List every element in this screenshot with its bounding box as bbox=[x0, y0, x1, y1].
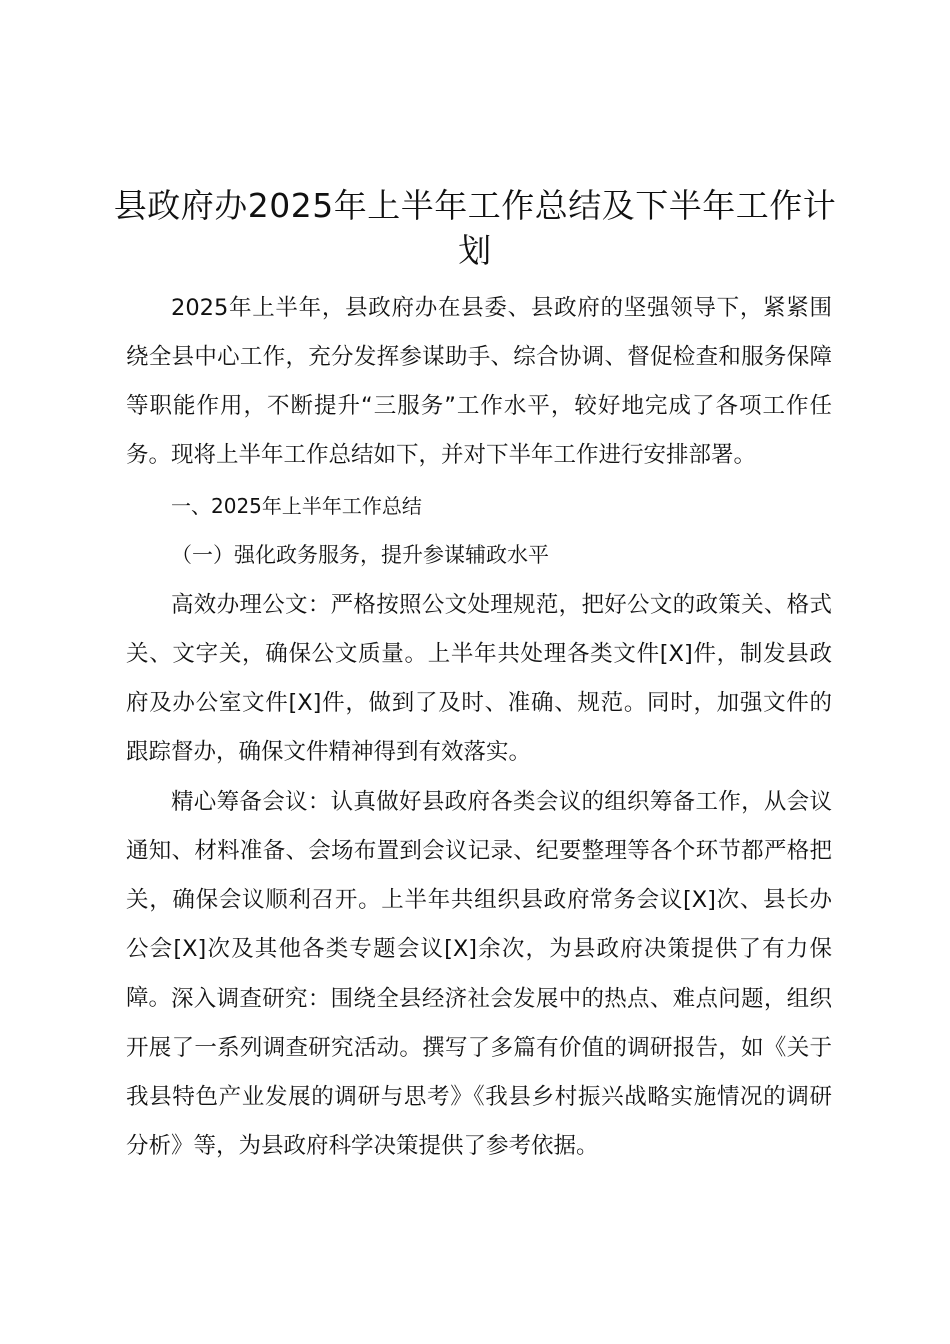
meetings-paragraph: 精心筹备会议：认真做好县政府各类会议的组织筹备工作，从会议通知、材料准备、会场布置到会议记录、纪要整理等各个环节都严格把关，确保会议顺利召开。上半年共组织县政府常务会议[X]次、县长办公会[X]次及其他各类专题会议[X]余次，为县政府决策提供了有力保障。 bbox=[126, 789, 832, 1011]
section-heading: 一、2025年上半年工作总结 bbox=[171, 494, 422, 518]
document-title: 县政府办2025年上半年工作总结及下半年工作计划 bbox=[113, 186, 837, 270]
research-paragraph: 深入调查研究：围绕全县经济社会发展中的热点、难点问题，组织开展了一系列调查研究活动。撰写了多篇有价值的调研报告，如《关于我县特色产业发展的调研与思考》《我县乡村振兴战略实施情况的调研分析》等，为县政府科学决策提供了参考依据。 bbox=[126, 986, 832, 1159]
intro-paragraph: 2025年上半年，县政府办在县委、县政府的坚强领导下，紧紧围绕全县中心工作，充分发挥参谋助手、综合协调、督促检查和服务保障等职能作用，不断提升“三服务”工作水平，较好地完成了各项工作任务。现将上半年工作总结如下，并对下半年工作进行安排部署。 bbox=[126, 295, 832, 468]
subsection-heading: （一）强化政务服务，提升参谋辅政水平 bbox=[171, 543, 549, 567]
document-handling-paragraph: 高效办理公文：严格按照公文处理规范，把好公文的政策关、格式关、文字关，确保公文质量。上半年共处理各类文件[X]件，制发县政府及办公室文件[X]件，做到了及时、准确、规范。同时，加强文件的跟踪督办，确保文件精神得到有效落实。 bbox=[126, 592, 832, 765]
